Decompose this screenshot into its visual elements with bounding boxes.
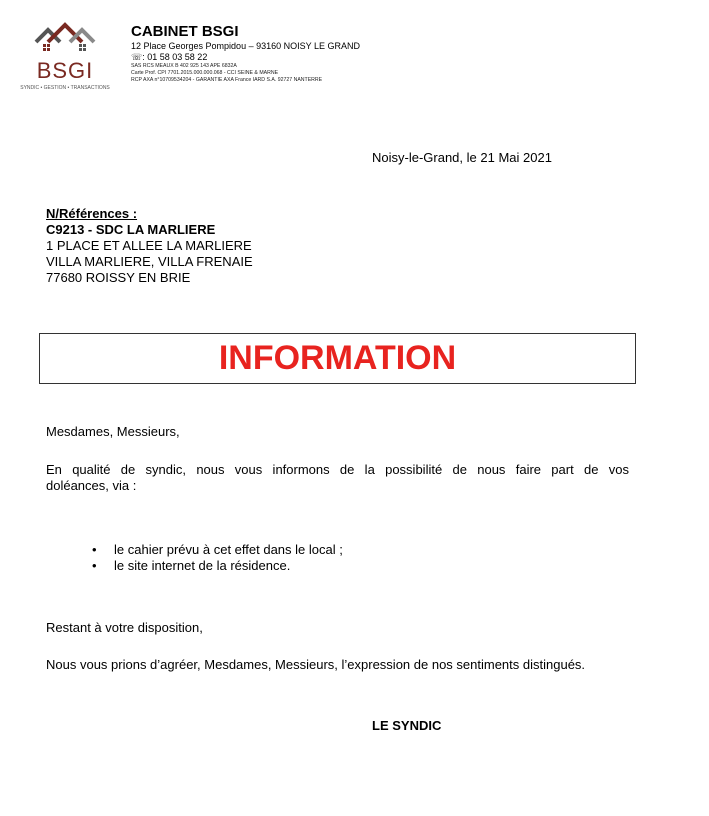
bullet-icon: •: [92, 558, 97, 573]
signature: LE SYNDIC: [372, 718, 442, 733]
closing-line: Nous vous prions d’agréer, Mesdames, Messieurs, l’expression de nos sentiments distingués.: [46, 657, 586, 672]
remain-line: Restant à votre disposition,: [46, 620, 203, 635]
bullet-list: [92, 542, 343, 574]
company-address: 12 Place Georges Pompidou – 93160 NOISY LE GRAND: [131, 41, 360, 51]
date-line: Noisy-le-Grand, le 21 Mai 2021: [372, 150, 552, 165]
references-line: VILLA MARLIERE, VILLA FRENAIE: [46, 254, 253, 269]
references-code: C9213 - SDC LA MARLIERE: [46, 222, 216, 237]
legal-line-rcp: RCP AXA n°10709534204 - GARANTIE AXA France IARD S.A. 92727 NANTERRE: [131, 77, 323, 83]
references-line: 77680 ROISSY EN BRIE: [46, 270, 191, 285]
company-name: CABINET BSGI: [131, 23, 239, 40]
company-phone: [131, 52, 360, 63]
logo-tagline: SYNDIC • GESTION • TRANSACTIONS: [20, 85, 110, 91]
greeting: Mesdames, Messieurs,: [46, 424, 180, 439]
information-heading-box: [39, 333, 636, 384]
legal-line-carte: Carte Prof. CPI 7701.2015.000.000.068 - CCI SEINE & MARNE: [131, 70, 279, 76]
body-paragraph: [46, 462, 629, 494]
list-item: [92, 542, 343, 558]
paragraph-line: En qualité de syndic, nous vous informons de la possibilité de nous faire part de vos: [46, 462, 629, 477]
bullet-icon: •: [92, 542, 97, 557]
phone-icon: ☏: [131, 52, 143, 62]
company-logo: [6, 22, 124, 96]
list-item-text: le site internet de la résidence.: [114, 558, 291, 573]
references-label: N/Références :: [46, 206, 138, 221]
list-item-text: le cahier prévu à cet effet dans le local ;: [114, 542, 343, 557]
references-line: 1 PLACE ET ALLEE LA MARLIERE: [46, 238, 252, 253]
legal-line-rcs: SAS RCS MEAUX B 402 925 143 APE 6832A: [131, 63, 237, 69]
list-item: [92, 558, 343, 574]
phone-number: : 01 58 03 58 22: [142, 52, 208, 62]
information-heading: INFORMATION: [218, 339, 457, 377]
house-roof-logo-icon: [34, 22, 96, 58]
letterhead: [131, 23, 360, 84]
logo-wordmark: BSGI: [36, 58, 94, 83]
references-block: [46, 206, 253, 286]
paragraph-line: doléances, via :: [46, 478, 137, 493]
